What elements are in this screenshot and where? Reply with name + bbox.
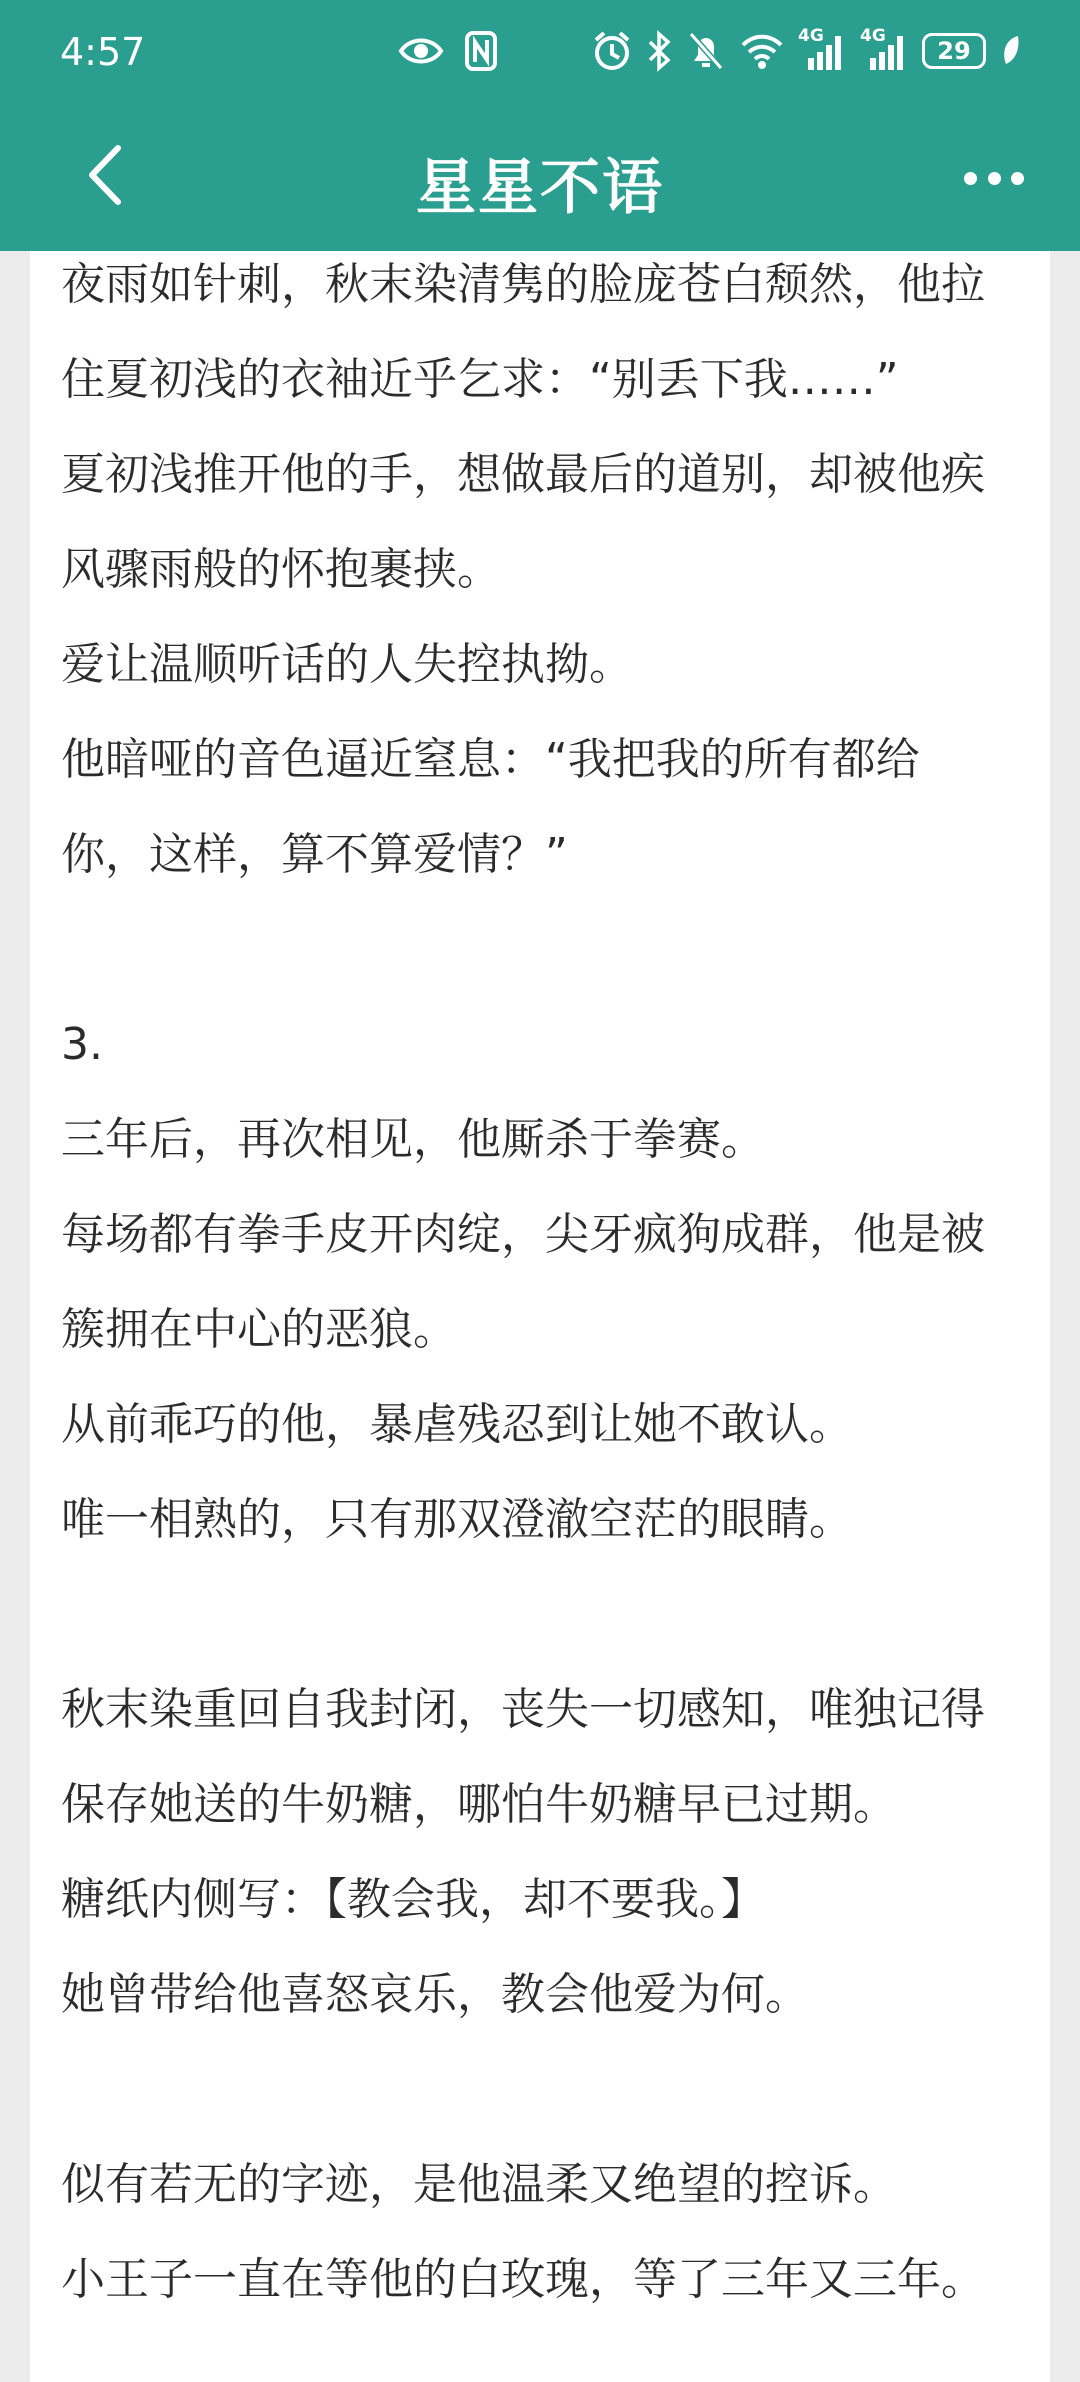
text-line: 3. [61,1019,103,1070]
text-line: 从前乖巧的他，暴虐残忍到让她不敢认。 [61,1399,853,1450]
eye-icon [398,28,444,74]
status-time: 4:57 [60,30,146,74]
text-line: 爱让温顺听话的人失控执拗。 [61,639,633,690]
charging-leaf-icon [1000,28,1022,74]
reading-page[interactable] [30,251,1050,2382]
more-dot-icon [964,172,977,185]
bluetooth-icon [646,28,672,74]
text-line: 他暗哑的音色逼近窒息：“我把我的所有都给 [61,734,920,785]
battery-indicator: 29 [922,33,986,69]
text-line: 三年后，再次相见，他厮杀于拳赛。 [61,1114,765,1165]
text-line: 每场都有拳手皮开肉绽，尖牙疯狗成群，他是被 [61,1209,985,1260]
signal-2-icon [860,28,908,74]
network-type-1: 4G [798,26,824,46]
page-title: 星星不语 [416,153,664,223]
more-dot-icon [1011,172,1024,185]
text-line: 住夏初浅的衣袖近乎乞求：“别丢下我……” [61,354,899,405]
mute-bell-icon [686,28,726,74]
text-line: 簇拥在中心的恶狼。 [61,1304,457,1355]
text-line: 夜雨如针刺，秋末染清隽的脸庞苍白颓然，他拉 [61,259,985,310]
text-line: 她曾带给他喜怒哀乐，教会他爱为何。 [61,1969,809,2020]
text-line: 秋末染重回自我封闭，丧失一切感知，唯独记得 [61,1684,985,1735]
text-line: 风骤雨般的怀抱裹挟。 [61,544,501,595]
more-options-button[interactable] [964,168,1024,188]
text-line: 你，这样，算不算爱情？” [61,829,568,880]
text-line: 糖纸内侧写：【教会我，却不要我。】 [61,1874,765,1925]
more-dot-icon [988,172,1001,185]
wifi-icon [740,28,784,74]
app-header [0,0,1080,251]
nfc-icon [464,28,498,74]
signal-1-icon [798,28,846,74]
text-line: 似有若无的字迹，是他温柔又绝望的控诉。 [61,2159,897,2210]
alarm-icon [592,28,632,74]
text-line: 唯一相熟的，只有那双澄澈空茫的眼睛。 [61,1494,853,1545]
network-type-2: 4G [860,26,886,46]
status-right-icons [592,28,1022,74]
text-line: 保存她送的牛奶糖，哪怕牛奶糖早已过期。 [61,1779,897,1830]
status-center-icons [398,28,498,74]
text-line: 小王子一直在等他的白玫瑰，等了三年又三年。 [61,2254,985,2305]
text-line: 夏初浅推开他的手，想做最后的道别，却被他疾 [61,449,985,500]
